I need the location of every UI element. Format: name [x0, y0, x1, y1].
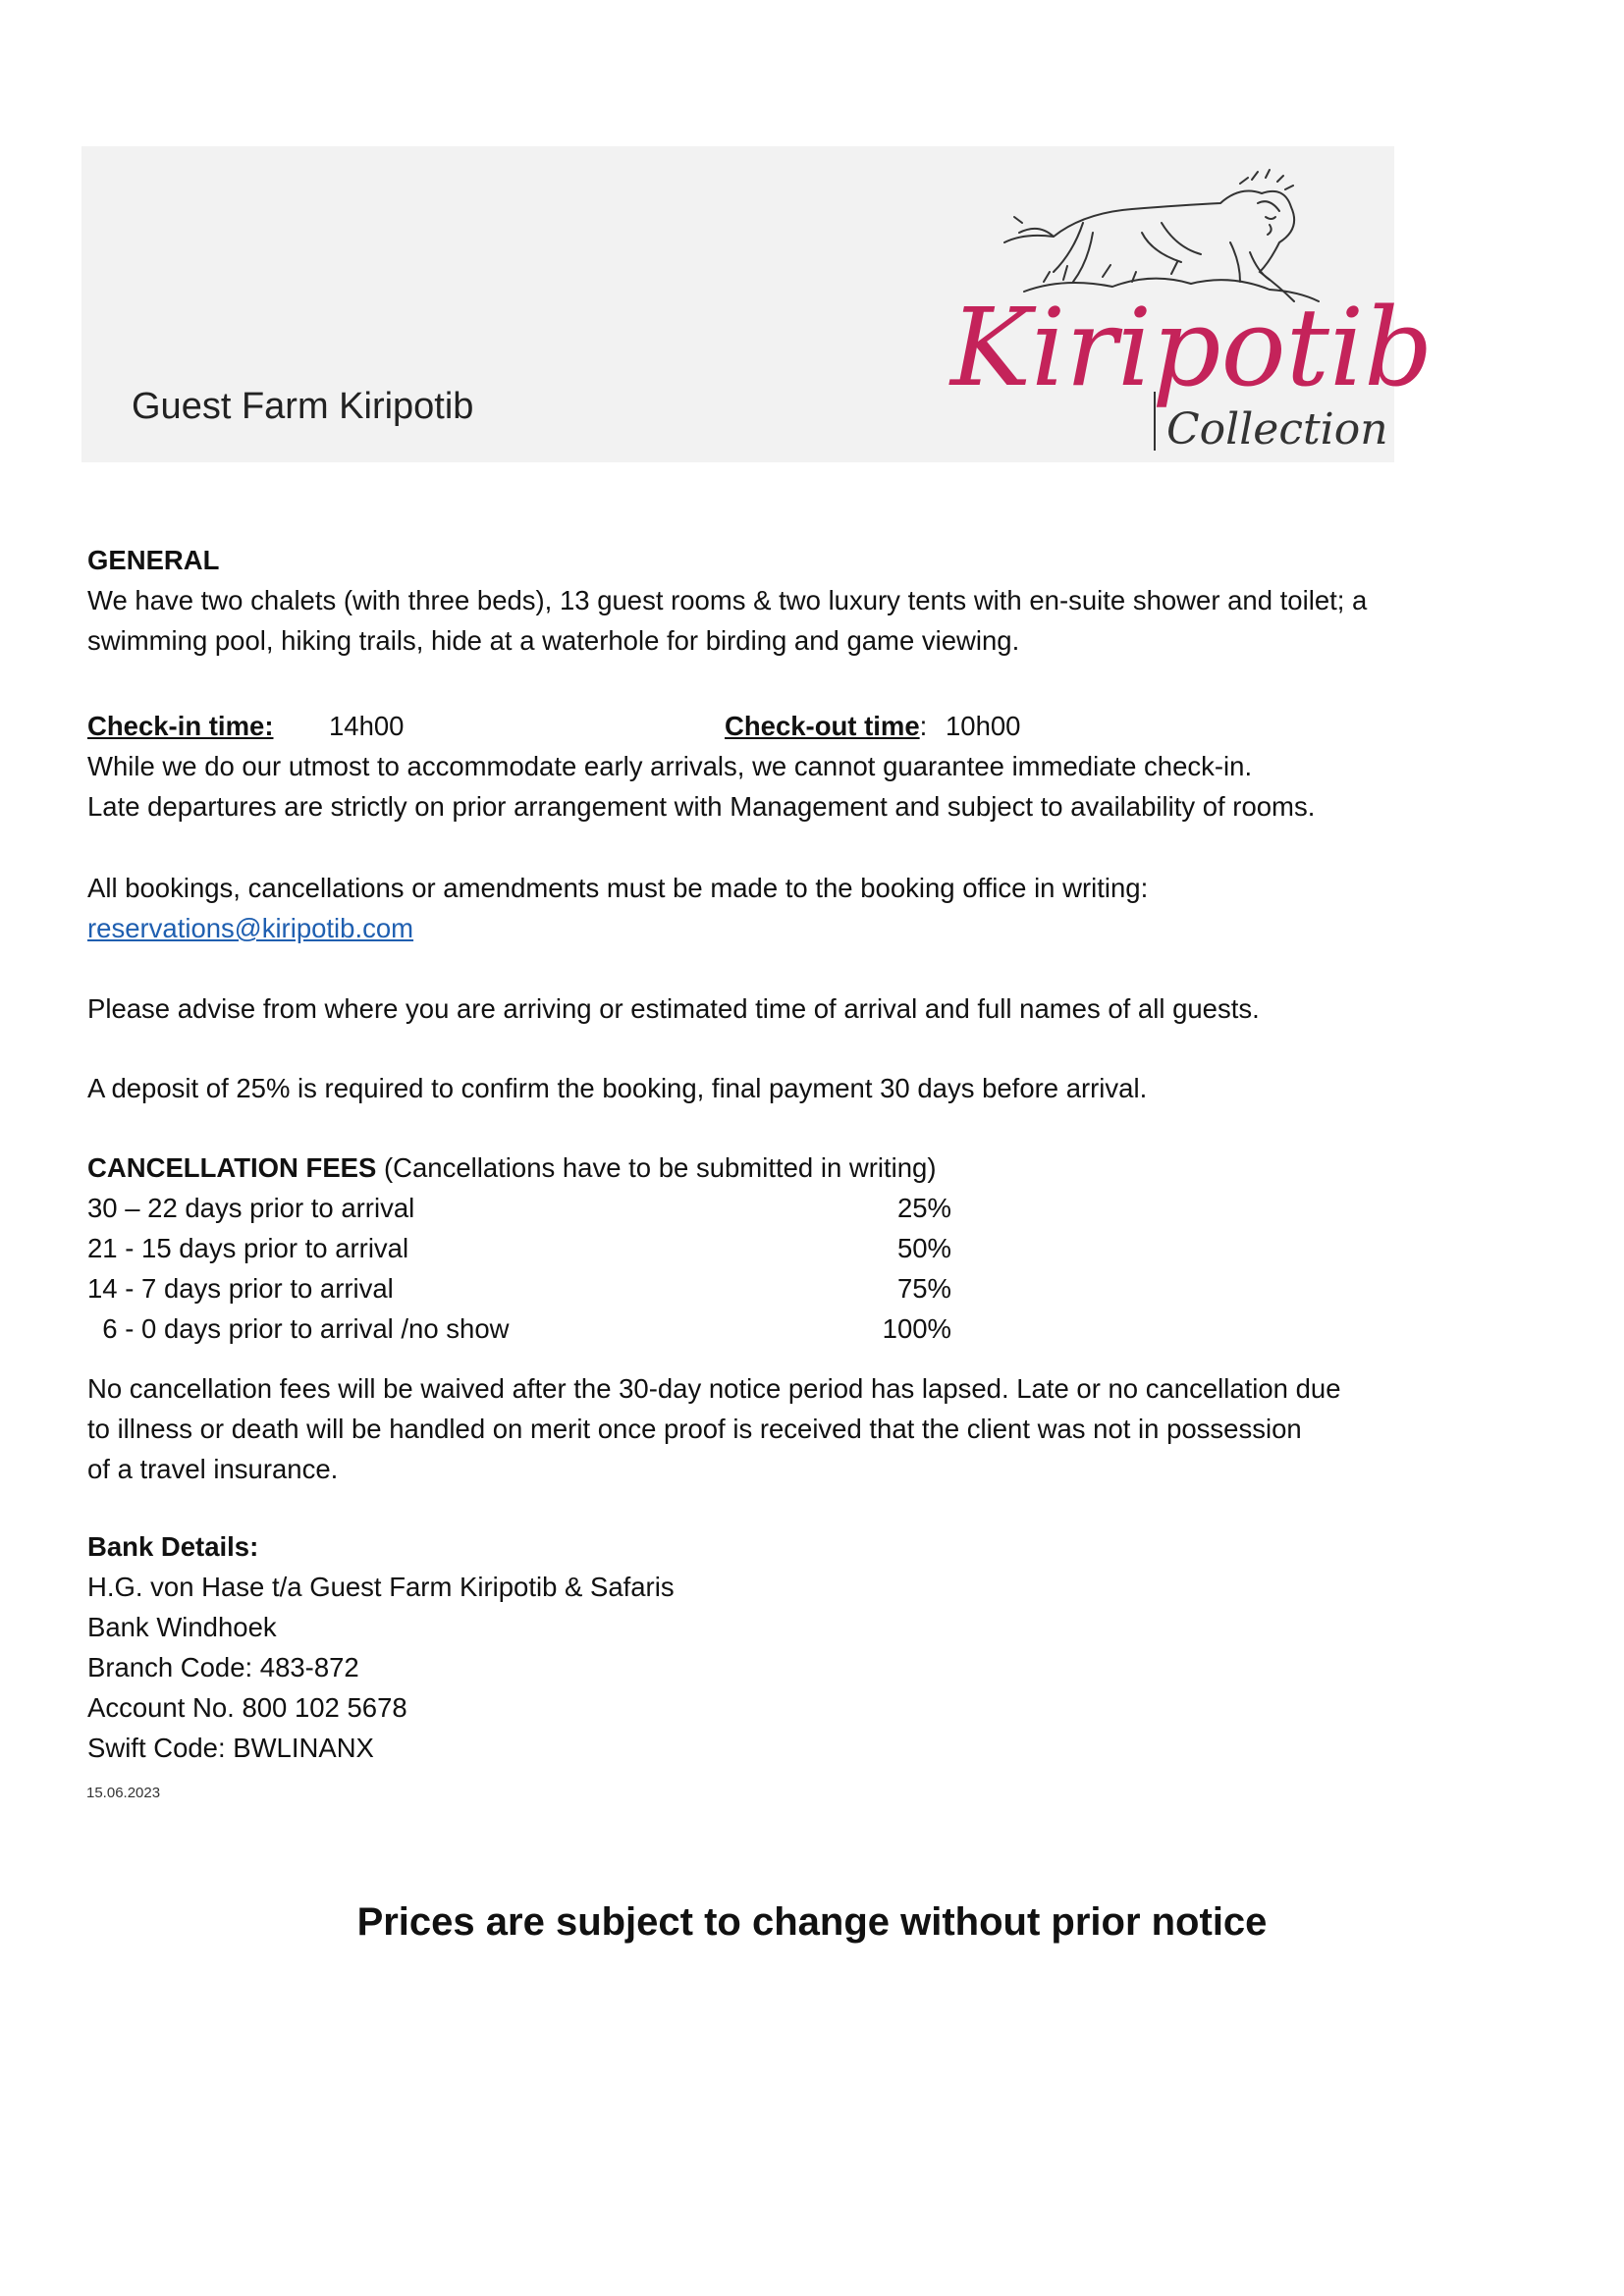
bank-detail-line: Bank Windhoek: [87, 1612, 277, 1642]
fee-percentage: 25%: [896, 1193, 951, 1223]
fee-percentage: 100%: [882, 1313, 951, 1344]
fee-period: 30 – 22 days prior to arrival: [87, 1193, 415, 1223]
logo-sub-text: Collection: [1166, 404, 1388, 454]
kiripotib-logo: [946, 164, 1434, 458]
arrival-text-line: While we do our utmost to accommodate early arrivals, we cannot guarantee immediate check-in.: [87, 751, 1253, 781]
checkout-label: Check-out time: [725, 711, 920, 741]
fee-percentage: 75%: [896, 1273, 951, 1304]
logo-brand-text: Kiripotib: [950, 285, 1434, 410]
fee-row: [87, 1228, 951, 1268]
cancellation-heading: CANCELLATION FEES: [87, 1152, 377, 1183]
page-title: Guest Farm Kiripotib: [132, 386, 474, 427]
lion-sketch-icon: [946, 164, 1434, 458]
cancellation-section: [87, 1148, 1462, 1349]
checkout-value: 10h00: [946, 711, 1021, 741]
checkin-label: Check-in time:: [87, 711, 274, 741]
bookings-text-line: All bookings, cancellations or amendments must be made to the booking office in writing:: [87, 873, 1149, 903]
fee-row: [87, 1308, 951, 1349]
cancellation-note-line: No cancellation fees will be waived after the 30-day notice period has lapsed. Late or no cancellation due: [87, 1373, 1341, 1404]
checkin-value: 14h00: [329, 711, 405, 741]
times-section: [87, 746, 1462, 827]
bank-heading: Bank Details:: [87, 1531, 259, 1562]
cancellation-note-line: to illness or death will be handled on merit once proof is received that the client was not in possession: [87, 1414, 1302, 1444]
general-text-line: We have two chalets (with three beds), 13 guest rooms & two luxury tents with en-suite shower and toilet; a: [87, 585, 1368, 615]
cancellation-heading-note: (Cancellations have to be submitted in writing): [376, 1152, 937, 1183]
advise-line: Please advise from where you are arriving or estimated time of arrival and full names of all guests.: [87, 993, 1260, 1024]
fee-row: [87, 1268, 951, 1308]
cancellation-notes: [87, 1368, 1462, 1489]
fee-percentage: 50%: [896, 1233, 951, 1263]
bank-detail-line: Swift Code: BWLINANX: [87, 1733, 374, 1763]
cancellation-heading-line: [87, 1148, 1462, 1188]
general-heading: GENERAL: [87, 545, 220, 575]
deposit-line: A deposit of 25% is required to confirm the booking, final payment 30 days before arrival.: [87, 1073, 1148, 1103]
fee-period: 14 - 7 days prior to arrival: [87, 1273, 394, 1304]
bookings-section: [87, 868, 1462, 948]
departure-text-line: Late departures are strictly on prior arrangement with Management and subject to availability of rooms.: [87, 791, 1316, 822]
cancellation-note-line: of a travel insurance.: [87, 1454, 339, 1484]
fee-period: 6 - 0 days prior to arrival /no show: [87, 1313, 510, 1344]
bank-details-section: [87, 1526, 1462, 1768]
price-notice: Prices are subject to change without prior notice: [356, 1900, 1268, 1944]
fee-period: 21 - 15 days prior to arrival: [87, 1233, 409, 1263]
checkout-label-group: [725, 706, 927, 746]
document-date: 15.06.2023: [86, 1785, 161, 1801]
reservations-email-link[interactable]: reservations@kiripotib.com: [87, 913, 414, 943]
checkout-colon: :: [919, 711, 928, 741]
bank-detail-line: Branch Code: 483-872: [87, 1652, 359, 1682]
general-section: [87, 540, 1462, 661]
general-text-line: swimming pool, hiking trails, hide at a waterhole for birding and game viewing.: [87, 625, 1020, 656]
header-banner: [81, 146, 1434, 462]
fee-row: [87, 1188, 951, 1228]
bank-detail-line: H.G. von Hase t/a Guest Farm Kiripotib & Safaris: [87, 1572, 675, 1602]
bank-detail-line: Account No. 800 102 5678: [87, 1692, 407, 1723]
